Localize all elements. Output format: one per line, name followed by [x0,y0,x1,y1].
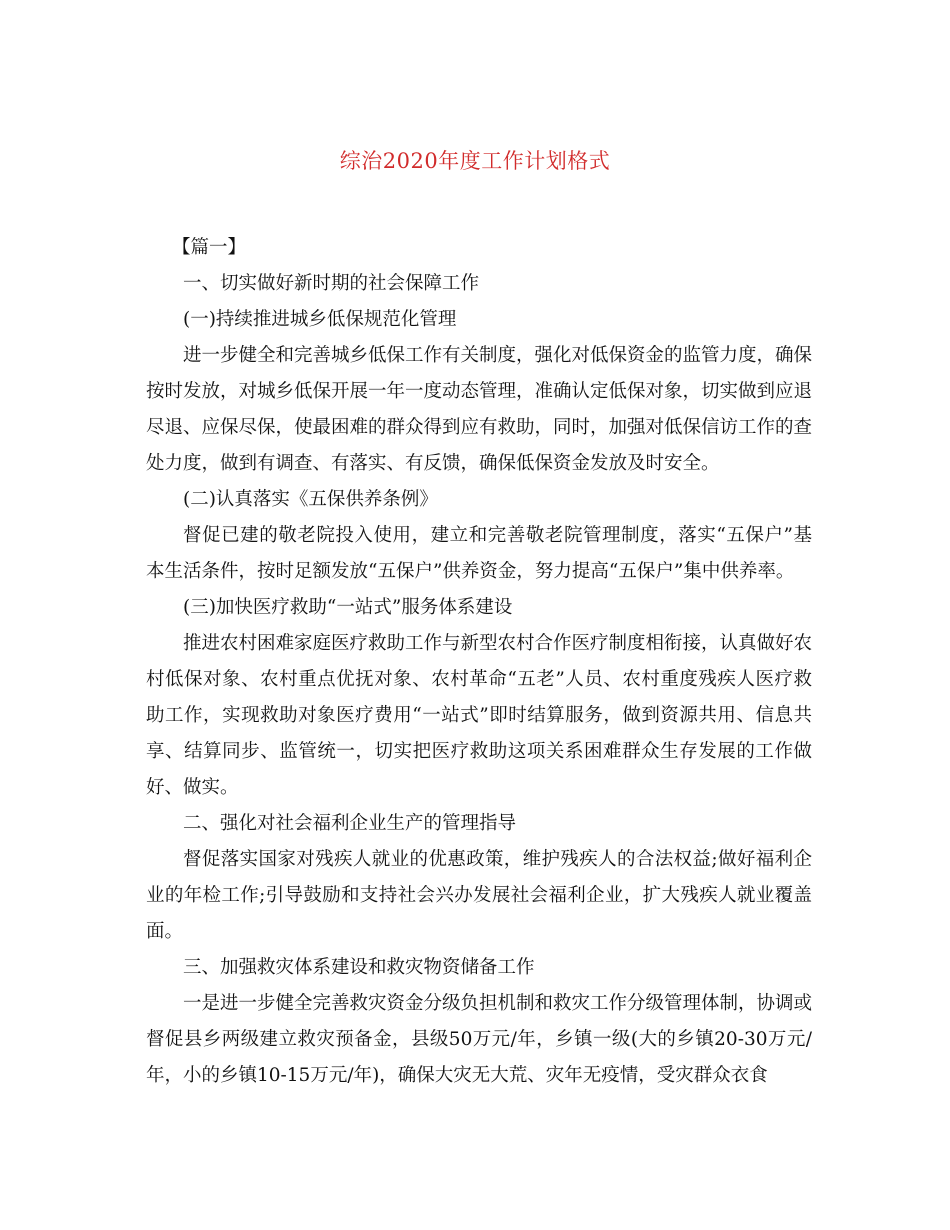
document-title: 综治2020年度工作计划格式 [339,149,611,173]
paragraph: 督促已建的敬老院投入使用，建立和完善敬老院管理制度，落实“五保户”基本生活条件，按时足额发放“五保户”供养资金，努力提高“五保户”集中供养率。 [146,525,812,582]
subheading-1-1: (一)持续推进城乡低保规范化管理 [183,309,457,330]
heading-1: 一、切实做好新时期的社会保障工作 [183,273,480,294]
document-body [146,230,812,1094]
subheading-1-3: (三)加快医疗救助“一站式”服务体系建设 [183,597,513,618]
section-label: 【篇一】 [172,237,247,258]
paragraph: 进一步健全和完善城乡低保工作有关制度，强化对低保资金的监管力度，确保按时发放，对城乡低保开展一年一度动态管理，准确认定低保对象，切实做到应退尽退、应保尽保，使最困难的群众得到应有救助，同时，加强对低保信访工作的查处力度，做到有调查、有落实、有反馈，确保低保资金发放及时安全。 [146,345,813,474]
paragraph: 推进农村困难家庭医疗救助工作与新型农村合作医疗制度相衔接，认真做好农村低保对象、农村重点优抚对象、农村革命“五老”人员、农村重度残疾人医疗救助工作，实现救助对象医疗费用“一站式”即时结算服务，做到资源共用、信息共享、结算同步、监管统一，切实把医疗救助这项关系困难群众生存发展的工作做好、做实。 [146,633,813,798]
heading-2: 二、强化对社会福利企业生产的管理指导 [183,813,517,834]
subheading-1-2: (二)认真落实《五保供养条例》 [183,489,438,510]
heading-3: 三、加强救灾体系建设和救灾物资储备工作 [183,957,535,978]
paragraph: 一是进一步健全完善救灾资金分级负担机制和救灾工作分级管理体制，协调或督促县乡两级建立救灾预备金，县级50万元/年，乡镇一级(大的乡镇20-30万元/年，小的乡镇10-15万元/年)，确保大灾无大荒、灾年无疫情，受灾群众衣食 [146,993,813,1086]
paragraph: 督促落实国家对残疾人就业的优惠政策，维护残疾人的合法权益;做好福利企业的年检工作;引导鼓励和支持社会兴办发展社会福利企业，扩大残疾人就业覆盖面。 [146,849,812,942]
